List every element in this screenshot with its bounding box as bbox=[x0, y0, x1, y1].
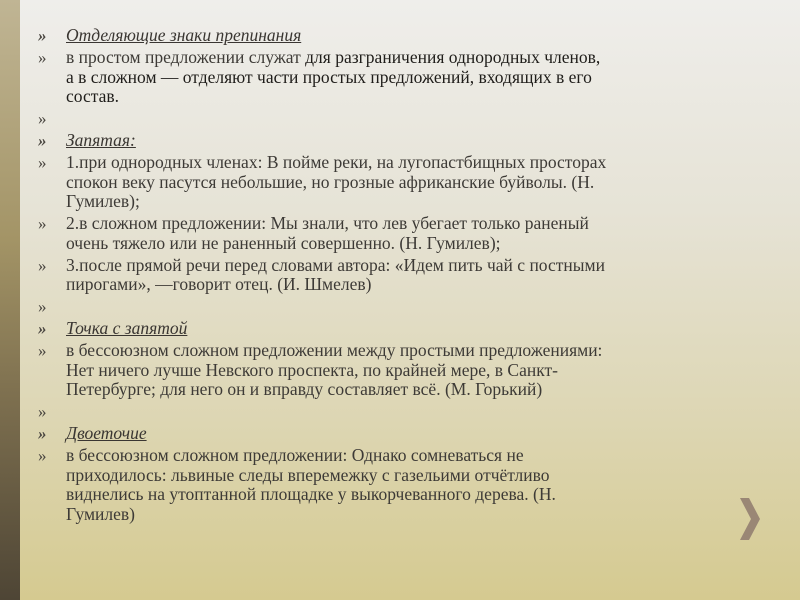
section-heading bbox=[0, 26, 746, 46]
empty-bullet bbox=[0, 402, 746, 422]
section-heading bbox=[0, 424, 746, 444]
bullet-icon: » bbox=[38, 26, 47, 45]
section-heading bbox=[0, 131, 746, 151]
text-segment: состав. bbox=[66, 86, 119, 106]
text-segment: а в сложном — отделяют части простых предложений, входящих в его bbox=[66, 66, 592, 87]
slide-content bbox=[0, 26, 800, 527]
text-line: 1.при однородных членах: В пойме реки, на лугопастбищных просторах bbox=[66, 152, 607, 172]
bullet-icon: » bbox=[38, 424, 47, 443]
emphasized-text: для разграничения однородных членов, bbox=[305, 47, 601, 67]
text-line: Гумилев) bbox=[66, 503, 136, 524]
text-line: спокон веку пасутся небольшие, но грозные африканские буйволы. (Н. bbox=[66, 171, 595, 192]
text-line: пирогами», —говорит отец. (И. Шмелев) bbox=[66, 274, 372, 294]
section-heading bbox=[0, 319, 746, 339]
text-line: Двоеточие bbox=[66, 423, 147, 443]
bullet-icon: » bbox=[38, 109, 47, 128]
text-segment: в простом предложении служат bbox=[66, 47, 306, 67]
text-line: приходилось: львиные следы вперемежку с газельими отчётливо bbox=[66, 464, 550, 485]
empty-bullet bbox=[0, 297, 746, 317]
bullet-icon: » bbox=[38, 402, 47, 421]
list-item bbox=[0, 48, 746, 107]
text-line: Гумилев); bbox=[66, 191, 140, 211]
list-item bbox=[0, 153, 746, 212]
bullet-icon: » bbox=[38, 153, 47, 172]
list-item bbox=[0, 341, 746, 400]
text-line: Петербурге; для него он и вправду составляет всё. (М. Горький) bbox=[66, 379, 543, 399]
bullet-icon: » bbox=[38, 214, 47, 233]
text-line: в бессоюзном сложном предложении между простыми предложениями: bbox=[66, 340, 603, 360]
bullet-icon: » bbox=[38, 446, 47, 465]
text-line: 2.в сложном предложении: Мы знали, что лев убегает только раненый bbox=[66, 213, 589, 233]
chevron-right-icon[interactable] bbox=[738, 498, 762, 540]
text-line: очень тяжело или не раненный совершенно. (Н. Гумилев); bbox=[66, 232, 501, 253]
bullet-icon: » bbox=[38, 319, 47, 338]
text-line: виднелись на утоптанной площадке у выкорчеванного дерева. (Н. bbox=[66, 484, 556, 504]
bullet-icon: » bbox=[38, 297, 47, 316]
text-line: Нет ничего лучше Невского проспекта, по крайней мере, в Санкт- bbox=[66, 359, 558, 380]
bullet-icon: » bbox=[38, 341, 47, 360]
bullet-icon: » bbox=[38, 48, 47, 67]
list-item bbox=[0, 214, 746, 253]
bullet-icon: » bbox=[38, 255, 47, 275]
text-line: 3.после прямой речи перед словами автора: «Идем пить чай с постными bbox=[66, 254, 605, 275]
list-item bbox=[0, 446, 746, 524]
text-line bbox=[66, 68, 746, 88]
text-line: Запятая: bbox=[66, 130, 136, 150]
text-line bbox=[66, 48, 746, 68]
text-line: Отделяющие знаки препинания bbox=[66, 25, 302, 45]
text-line: в бессоюзном сложном предложении: Однако сомневаться не bbox=[66, 445, 524, 465]
list-item bbox=[0, 256, 746, 295]
text-line bbox=[66, 87, 746, 107]
text-line: Точка с запятой bbox=[66, 318, 188, 338]
bullet-icon: » bbox=[38, 131, 47, 150]
empty-bullet bbox=[0, 109, 746, 129]
